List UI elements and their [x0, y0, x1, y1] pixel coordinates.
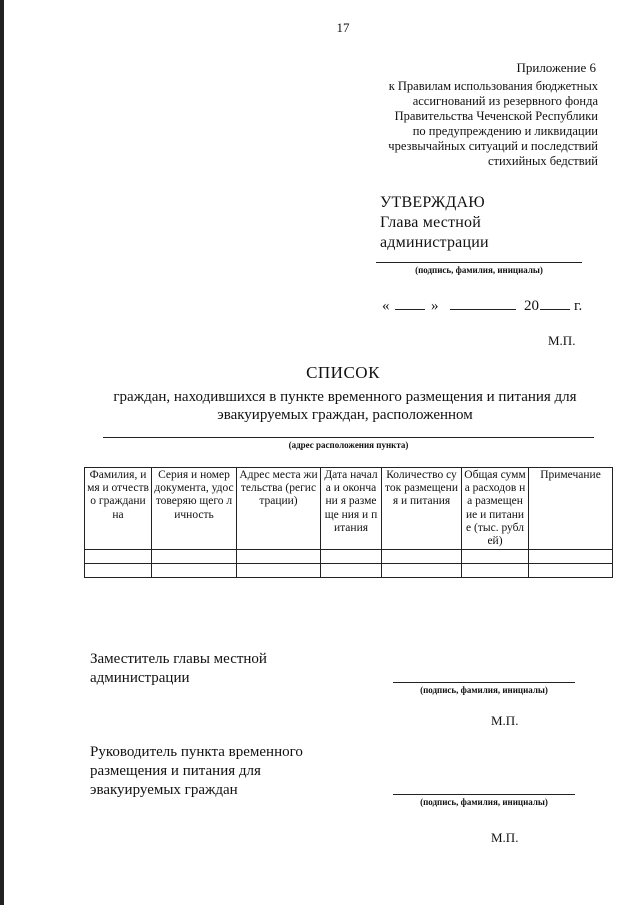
table-cell[interactable] [382, 550, 462, 564]
point-head-stamp: М.П. [491, 830, 519, 845]
date-quote-open: « [382, 298, 390, 314]
list-subtitle-line: эвакуируемых граждан, расположенном [217, 407, 473, 423]
table-cell[interactable] [237, 564, 321, 578]
table-cell[interactable] [152, 550, 237, 564]
table-cell[interactable] [462, 550, 529, 564]
approval-stamp: М.П. [548, 333, 576, 348]
column-header-document: Серия и номер документа, удостоверяю щего личность [152, 468, 237, 550]
appendix-line: к Правилам использования бюджетных [388, 79, 598, 93]
table-cell[interactable] [529, 564, 613, 578]
table-cell[interactable] [382, 564, 462, 578]
appendix-line: ассигнований из резервного фонда [412, 94, 598, 108]
date-quote-close: » [431, 298, 439, 314]
deputy-stamp: М.П. [491, 713, 519, 728]
point-head-line: размещения и питания для [90, 763, 261, 779]
point-head-signature-line [393, 794, 575, 795]
date-year-blank [540, 297, 570, 310]
appendix-line: по предупреждению и ликвидации [412, 124, 598, 138]
list-subtitle [90, 388, 600, 424]
page-left-edge [0, 0, 4, 905]
address-line [103, 437, 594, 438]
date-year-suffix: г. [574, 298, 583, 314]
table-cell[interactable] [462, 564, 529, 578]
table-cell[interactable] [85, 564, 152, 578]
point-head-title [90, 743, 303, 800]
appendix-line: чрезвычайных ситуаций и последствий [388, 139, 598, 153]
column-header-note: Примечание [529, 468, 613, 550]
column-header-total: Общая сумма расходов на размещен ие и питание (тыс. рублей) [462, 468, 529, 550]
table-row [85, 550, 613, 564]
point-head-line: Руководитель пункта временного [90, 744, 303, 760]
approval-date [382, 297, 582, 315]
table-cell[interactable] [321, 550, 382, 564]
approval-heading: УТВЕРЖДАЮ [380, 194, 485, 211]
list-title: СПИСОК [306, 363, 380, 382]
address-caption: (адрес расположения пункта) [288, 440, 409, 450]
list-subtitle-line: граждан, находившихся в пункте временного размещения и питания для [113, 389, 577, 405]
deputy-signature-caption: (подпись, фамилия, инициалы) [420, 685, 548, 695]
table-cell[interactable] [85, 550, 152, 564]
point-head-line: эвакуируемых граждан [90, 782, 238, 798]
date-year-prefix: 20 [524, 298, 539, 314]
column-header-name: Фамилия, имя и отчество граждани на [85, 468, 152, 550]
approval-position: администрации [380, 234, 489, 251]
deputy-signature-line [393, 682, 575, 683]
approval-position: Глава местной [380, 214, 482, 231]
deputy-head-line: администрации [90, 670, 190, 686]
approval-signature-caption: (подпись, фамилия, инициалы) [415, 265, 543, 275]
appendix-line: стихийных бедствий [487, 154, 598, 168]
table-row [85, 564, 613, 578]
table-cell[interactable] [529, 550, 613, 564]
column-header-address: Адрес места жительства (регистрации) [237, 468, 321, 550]
appendix-line: Правительства Чеченской Республики [394, 109, 598, 123]
column-header-days: Количество суток размещения и питания [382, 468, 462, 550]
table-cell[interactable] [152, 564, 237, 578]
date-day-blank [395, 297, 425, 310]
appendix-text [350, 79, 598, 169]
deputy-head-title [90, 650, 267, 688]
deputy-head-line: Заместитель главы местной [90, 651, 267, 667]
appendix-title: Приложение 6 [516, 60, 596, 75]
approval-signature-line [376, 262, 582, 263]
table-header-row [85, 468, 613, 550]
table-cell[interactable] [237, 550, 321, 564]
citizens-table [84, 467, 613, 578]
page-number: 17 [336, 20, 350, 35]
column-header-dates: Дата начала и окончани я размеще ния и питания [321, 468, 382, 550]
point-head-signature-caption: (подпись, фамилия, инициалы) [420, 797, 548, 807]
table-cell[interactable] [321, 564, 382, 578]
date-month-blank [450, 297, 516, 310]
approval-block [380, 193, 489, 253]
